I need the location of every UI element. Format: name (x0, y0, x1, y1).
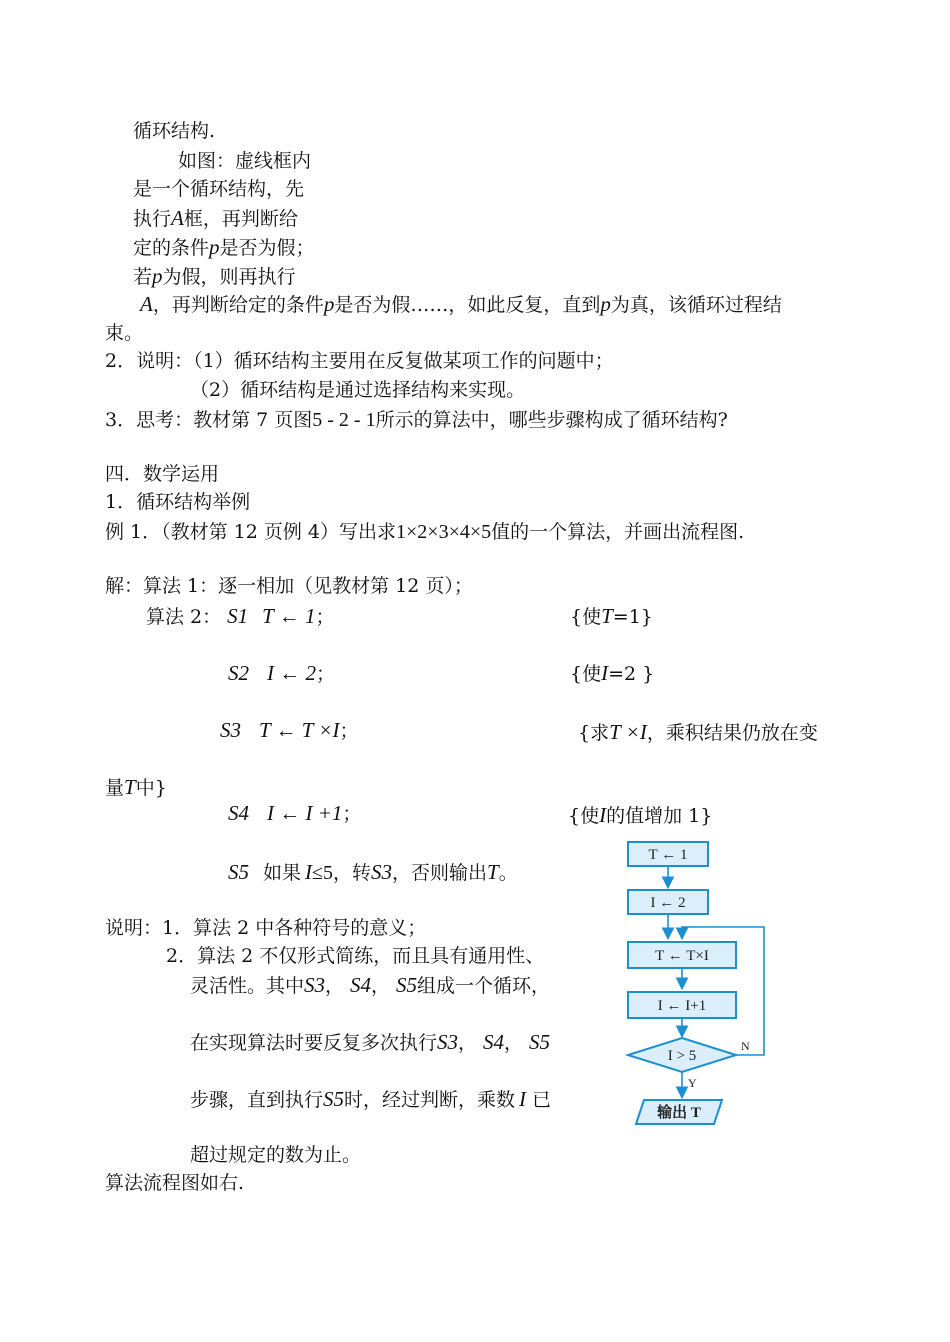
text-line: 3．思考：教材第 7 页图5 - 2 - 1所示的算法中，哪些步骤构成了循环结构? (105, 409, 728, 431)
text-line: 例 1．（教材第 12 页例 4）写出求1×2×3×4×5值的一个算法，并画出流程图. (105, 521, 745, 543)
text-line: 如图：虚线框内 (178, 150, 312, 172)
flow-decision-label: I > 5 (667, 1048, 697, 1064)
text-line: 说明：1．算法 2 中各种符号的意义； (105, 917, 427, 939)
section-heading: 四．数学运用 (105, 463, 220, 485)
flow-yes-label: Y (688, 1076, 697, 1090)
flow-output-label: 输出 T (657, 1105, 701, 1121)
algo-step: S2 I ← 2； (228, 661, 336, 685)
text-line: 执行A框，再判断给 (133, 206, 298, 230)
text-line: 解：算法 1：逐一相加（见教材第 12 页）； (105, 575, 473, 597)
text-line: 步骤，直到执行S5时，经过判断，乘数 I 已 (190, 1087, 552, 1111)
text-line: 算法流程图如右. (105, 1172, 245, 1194)
flow-no-label: N (741, 1039, 750, 1053)
flow-box-multiply-label: T ← T×I (655, 948, 709, 964)
text-line: 是一个循环结构，先 (133, 178, 305, 200)
text-line: 量T中} (105, 775, 167, 799)
subsection-heading: 1．循环结构举例 (105, 491, 251, 513)
text-line: 灵活性。其中S3， S4， S5组成一个循环， (190, 973, 551, 997)
text-line: （2）循环结构是通过选择结构来实现。 (190, 379, 526, 401)
text-line: 定的条件p是否为假； (133, 235, 315, 259)
flow-box-t-init-label: T ← 1 (648, 847, 688, 863)
text-line: 在实现算法时要反复多次执行S3， S4， S5 (190, 1030, 551, 1054)
algo-comment: {使T=1} (570, 604, 653, 628)
algo-step: 算法 2： S1 T ← 1； (146, 604, 335, 628)
flow-box-increment-label: I ← I+1 (657, 998, 707, 1014)
flow-box-i-init-label: I ← 2 (650, 895, 686, 911)
text-line: 束。 (105, 322, 144, 344)
text-line: 若p为假，则再执行 (133, 264, 296, 288)
text-line: A，再判断给定的条件p是否为假……，如此反复，直到p为真，该循环过程结 (140, 292, 782, 316)
text-line: 循环结构. (133, 120, 216, 142)
loop-flowchart (604, 828, 774, 1130)
algo-comment: {求T ×I，乘积结果仍放在变 (578, 720, 818, 744)
text-line: 2．说明：（1）循环结构主要用在反复做某项工作的问题中； (105, 350, 614, 372)
algo-step: S3 T ← T ×I； (220, 718, 359, 742)
text-line: 超过规定的数为止。 (190, 1144, 362, 1166)
algo-step: S5 如果 I≤5，转S3，否则输出T。 (228, 860, 518, 884)
algo-comment: {使I=2 } (570, 661, 655, 685)
algo-comment: {使I的值增加 1} (568, 803, 713, 827)
text-line: 2．算法 2 不仅形式简练，而且具有通用性、 (166, 945, 545, 967)
algo-step: S4 I ← I +1； (228, 801, 362, 825)
